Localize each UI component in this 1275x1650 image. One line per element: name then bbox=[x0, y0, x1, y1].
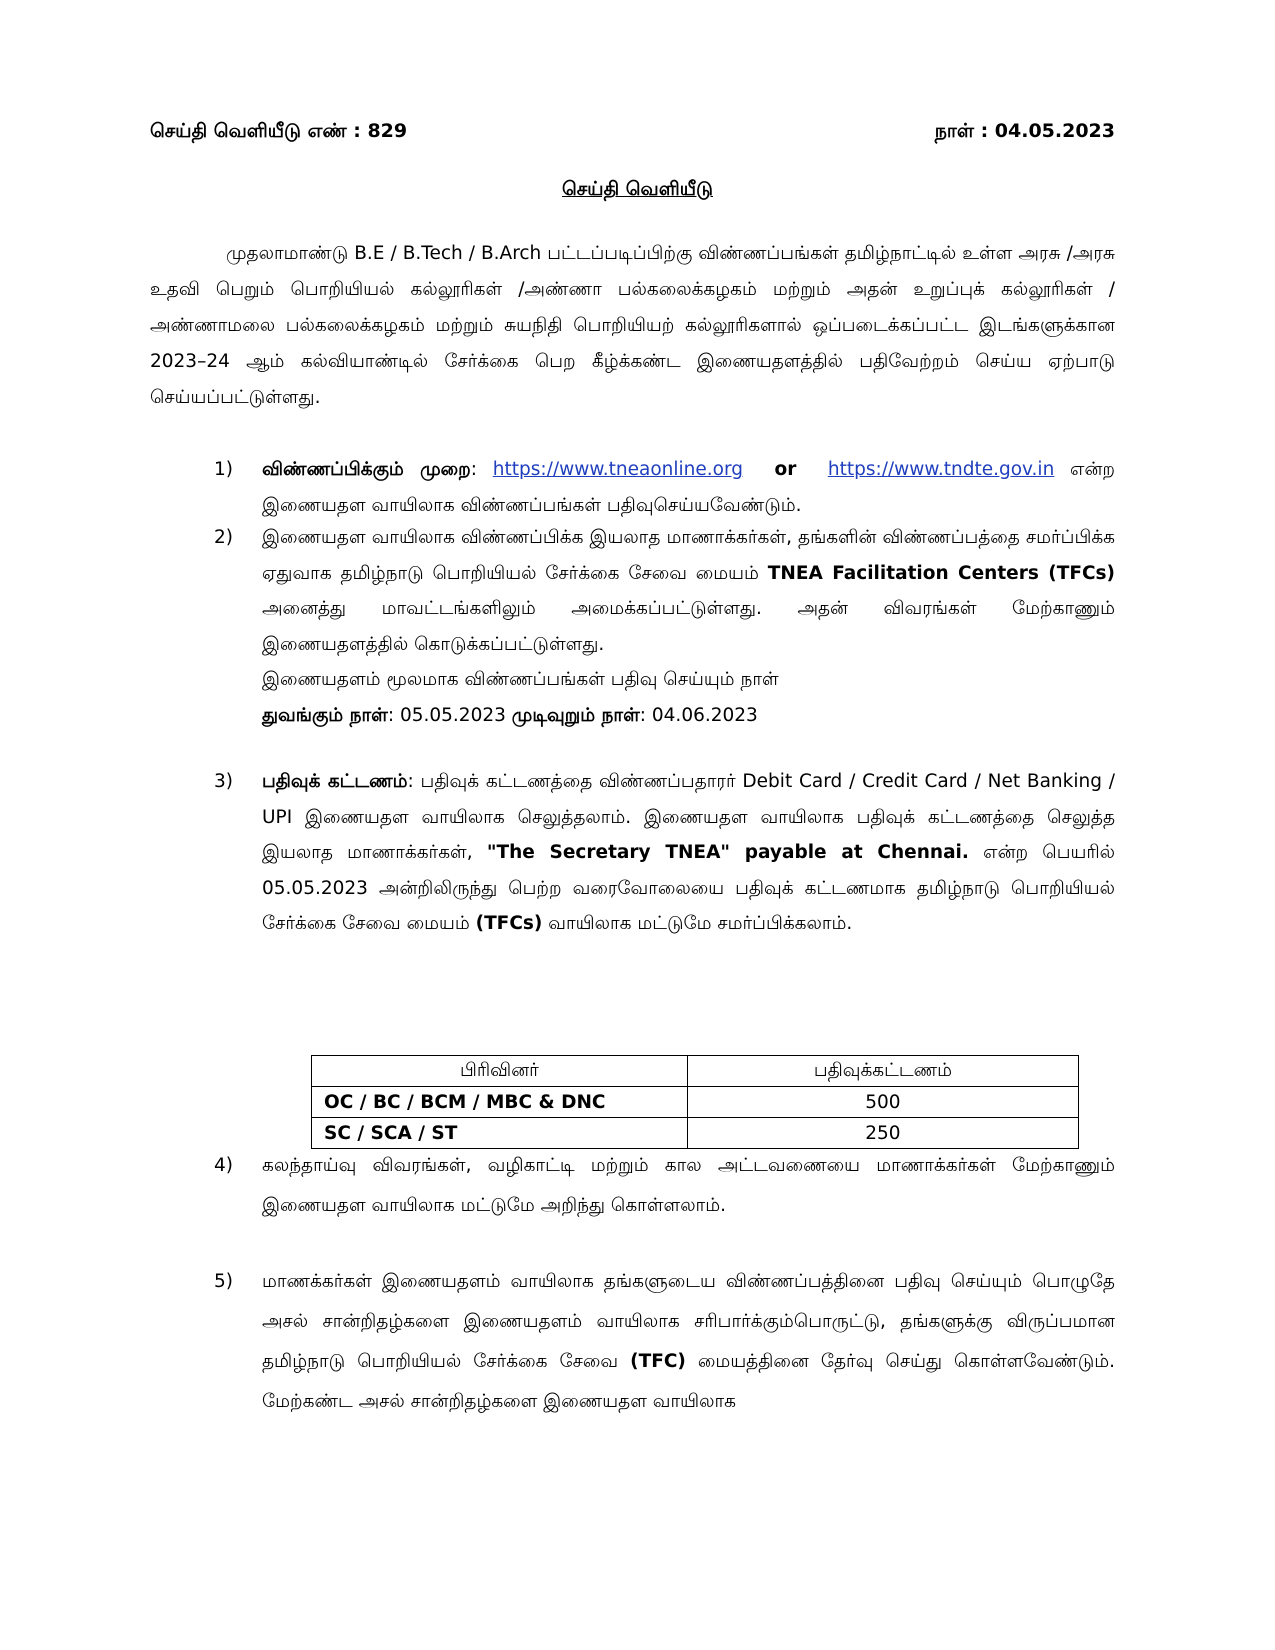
registration-dates bbox=[262, 698, 1115, 734]
tneaonline-link[interactable]: https://www.tneaonline.org bbox=[492, 459, 743, 480]
table-header-row bbox=[312, 1056, 1079, 1087]
item-number: 2) bbox=[214, 527, 233, 548]
table-row bbox=[312, 1087, 1079, 1118]
release-date: நாள் : 04.05.2023 bbox=[934, 120, 1115, 142]
table-header: பதிவுக்கட்டணம் bbox=[687, 1056, 1078, 1087]
fee-label: பதிவுக் கட்டணம் bbox=[262, 771, 408, 792]
table-cell: 250 bbox=[687, 1118, 1078, 1149]
colon: : bbox=[470, 459, 493, 480]
apply-method-label: விண்ணப்பிக்கும் முறை bbox=[262, 459, 471, 480]
verification-text-a: மாணக்கர்கள் இணையதளம் வாயிலாக தங்களுடைய விண்ணப்பத்தினை பதிவு செய்யும் பொழுதே அசல் சான்றிதழ்களை இணையதளம் வாயிலாக சரிபார்க்கும்பொருட்டு, தங்களுக்கு விருப்பமான தமிழ்நாடு பொறியியல் சேர்க்கை சேவை bbox=[262, 1271, 1115, 1372]
item-body: கலந்தாய்வு விவரங்கள், வழிகாட்டி மற்றும் கால அட்டவணையை மாணாக்கர்கள் மேற்காணும் இணையதள வாயிலாக மட்டுமே அறிந்து கொள்ளலாம். bbox=[262, 1155, 1115, 1216]
end-date: : 04.06.2023 bbox=[639, 704, 758, 726]
verification-text-b: மையத்தினை தேர்வு செய்து கொள்ளவேண்டும். மேற்கண்ட அசல் சான்றிதழ்களை இணையதள வாயிலாக bbox=[262, 1351, 1115, 1412]
fee-text-b: என்ற பெயரில் 05.05.2023 அன்றிலிருந்து பெற்ற வரைவோலையை பதிவுக் கட்டணமாக தமிழ்நாடு பொறியியல் சேர்க்கை சேவை மையம் bbox=[262, 842, 1115, 934]
item-number: 1) bbox=[214, 459, 233, 480]
item-body bbox=[262, 1262, 1115, 1422]
item-number: 5) bbox=[214, 1271, 233, 1292]
or-text: or bbox=[774, 459, 797, 480]
fee-text-c: வாயிலாக மட்டுமே சமர்ப்பிக்கலாம். bbox=[548, 913, 853, 934]
tfc-text-b: அனைத்து மாவட்டங்களிலும் அமைக்கப்பட்டுள்ளது. அதன் விவரங்கள் மேற்காணும் இணையதளத்தில் கொடுக்கப்பட்டுள்ளது. bbox=[262, 598, 1115, 655]
table-cell: SC / SCA / ST bbox=[312, 1118, 688, 1149]
page-title: செய்தி வெளியீடு bbox=[561, 178, 713, 200]
fee-text-a: : பதிவுக் கட்டணத்தை விண்ணப்பதாரர் Debit Card / Credit Card / Net Banking / UPI இணையதள வாயிலாக செலுத்தலாம். இணையதள வாயிலாக பதிவுக் கட்டணத்தை செலுத்த இயலாத மாணாக்கர்கள், bbox=[262, 771, 1115, 863]
fee-payee: "The Secretary TNEA" payable at Chennai. bbox=[486, 842, 969, 863]
item-number: 4) bbox=[214, 1155, 233, 1176]
tndte-link[interactable]: https://www.tndte.gov.in bbox=[827, 459, 1055, 480]
start-date-label: துவங்கும் நாள் bbox=[262, 704, 388, 726]
table-row bbox=[312, 1118, 1079, 1149]
release-number: செய்தி வெளியீடு எண் : 829 bbox=[150, 120, 408, 142]
item-body bbox=[262, 764, 1115, 942]
table-cell: OC / BC / BCM / MBC & DNC bbox=[312, 1087, 688, 1118]
fee-table bbox=[311, 1055, 1079, 1149]
item-body bbox=[262, 452, 1115, 523]
tfc-text-a: இணையதள வாயிலாக விண்ணப்பிக்க இயலாத மாணாக்கர்கள், தங்களின் விண்ணப்பத்தை சமர்ப்பிக்க ஏதுவாக தமிழ்நாடு பொறியியல் சேர்க்கை சேவை மையம் bbox=[262, 527, 1115, 584]
item-number: 3) bbox=[214, 771, 233, 792]
start-date: : 05.05.2023 bbox=[387, 704, 506, 726]
registration-line: இணையதளம் மூலமாக விண்ணப்பங்கள் பதிவு செய்யும் நாள் bbox=[262, 669, 779, 690]
fee-tfcs: (TFCs) bbox=[475, 913, 543, 934]
item-body bbox=[262, 520, 1115, 733]
verification-tfc: (TFC) bbox=[630, 1351, 686, 1372]
intro-paragraph: முதலாமாண்டு B.E / B.Tech / B.Arch பட்டப்படிப்பிற்கு விண்ணப்பங்கள் தமிழ்நாட்டில் உள்ள அரசு /அரசு உதவி பெறும் பொறியியல் கல்லூரிகள் /அண்ணா பல்கலைக்கழகம் மற்றும் அதன் உறுப்புக் கல்லூரிகள் / அண்ணாமலை பல்கலைக்கழகம் மற்றும் சுயநிதி பொறியியற் கல்லூரிகளால் ஒப்படைக்கப்பட்ட இடங்களுக்கான 2023–24 ஆம் கல்வியாண்டில் சேர்க்கை பெற கீழ்க்கண்ட இணையதளத்தில் பதிவேற்றம் செய்ய ஏற்பாடு செய்யப்பட்டுள்ளது. bbox=[150, 243, 1115, 408]
end-date-label: முடிவுறும் நாள் bbox=[511, 704, 640, 726]
apply-method-text: என்ற இணையதள வாயிலாக விண்ணப்பங்கள் பதிவுசெய்யவேண்டும். bbox=[262, 459, 1116, 516]
table-header: பிரிவினர் bbox=[312, 1056, 688, 1087]
table-cell: 500 bbox=[687, 1087, 1078, 1118]
tfc-bold: TNEA Facilitation Centers (TFCs) bbox=[767, 562, 1115, 584]
